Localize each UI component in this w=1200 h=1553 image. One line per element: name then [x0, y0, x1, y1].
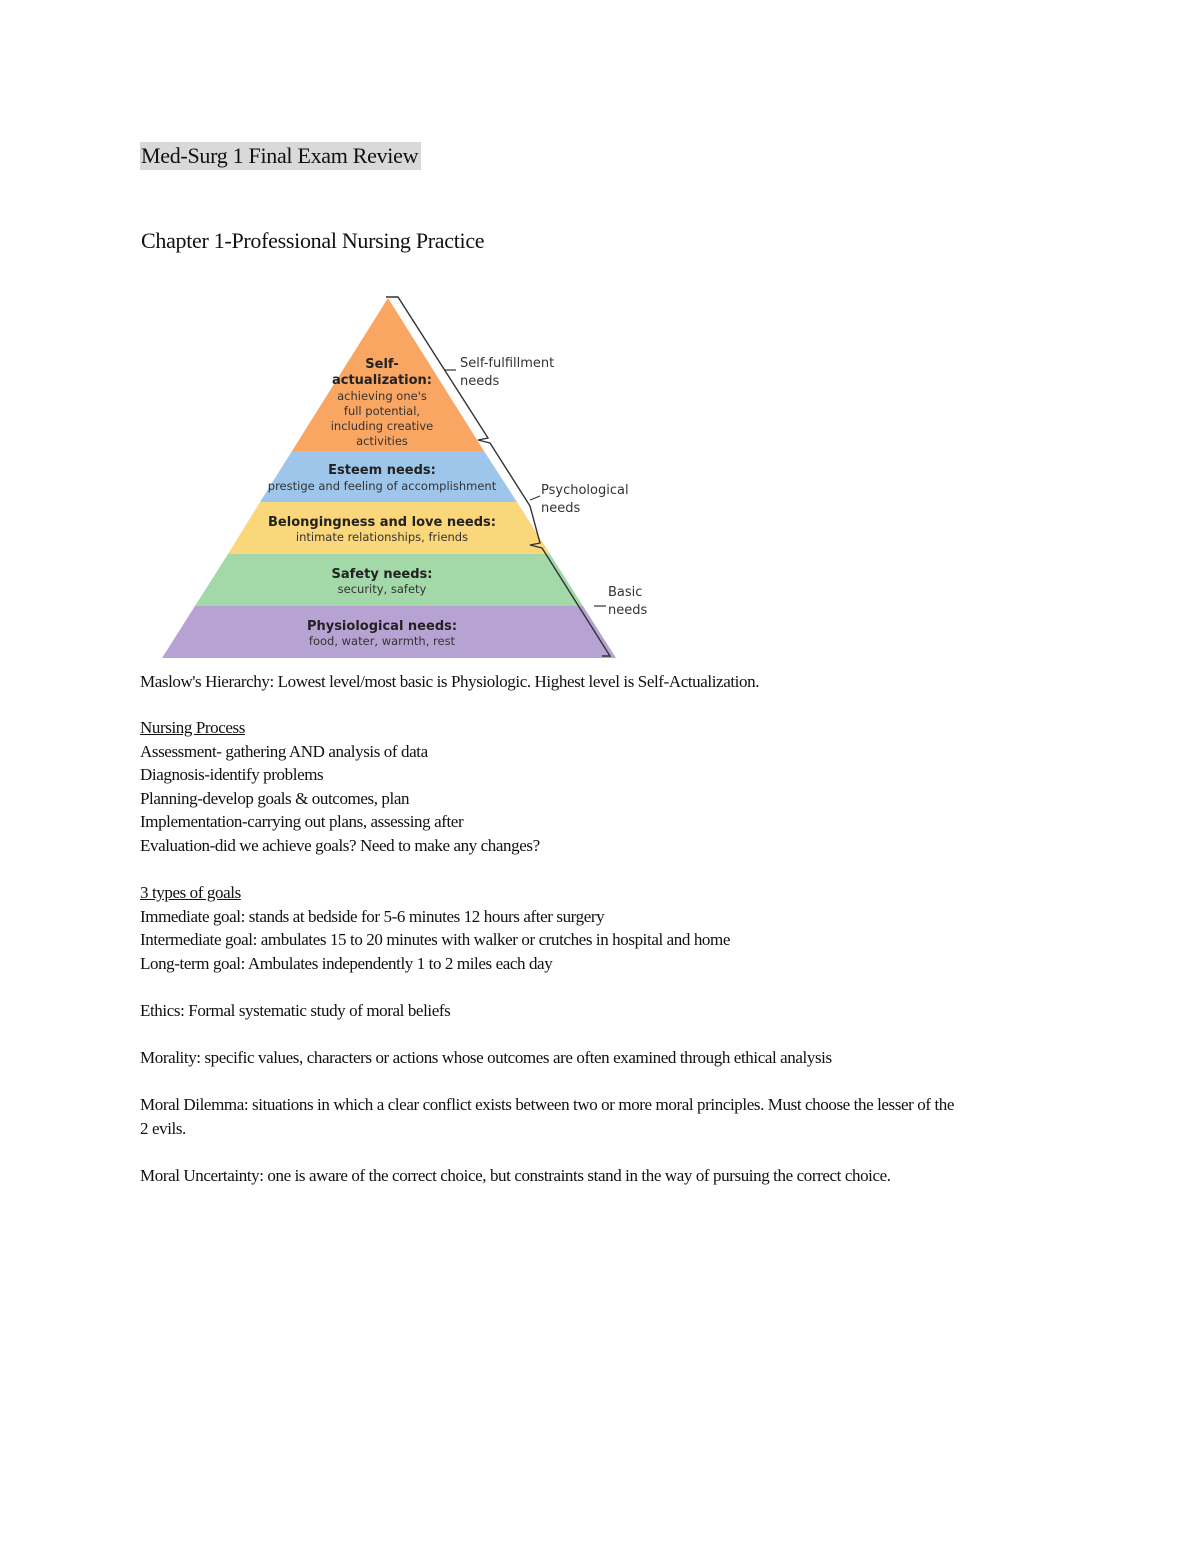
level-3-line-1: intimate relationships, friends — [295, 530, 469, 544]
ethics-text: Ethics: Formal systematic study of moral beliefs — [140, 1001, 451, 1020]
level-1-line-1: achieving one's — [337, 389, 427, 403]
ethics-definition — [140, 999, 450, 1023]
maslow-pyramid-svg — [140, 288, 660, 668]
bracket-label-3-line-1: Basic — [608, 585, 643, 600]
moral-dilemma-definition — [140, 1093, 954, 1140]
goal-item: Intermediate goal: ambulates 15 to 20 minutes with walker or crutches in hospital and home — [140, 930, 731, 950]
bracket-label-2-line-1: Psychological — [541, 483, 629, 498]
goals-section — [140, 881, 730, 975]
level-4-line-1: security, safety — [337, 582, 427, 596]
morality-text: Morality: specific values, characters or actions whose outcomes are often examined through ethical analysis — [140, 1048, 832, 1067]
nursing-process-item: Planning-develop goals & outcomes, plan — [140, 788, 410, 808]
morality-definition — [140, 1046, 832, 1070]
bracket-label-1-line-1: Self-fulfillment — [460, 356, 555, 371]
level-2-heading: Esteem needs: — [328, 463, 436, 478]
moral-dilemma-text-1: Moral Dilemma: situations in which a clear conflict exists between two or more moral principles. Must choose the lesser of the — [140, 1095, 955, 1114]
moral-dilemma-text-2: 2 evils. — [140, 1118, 186, 1138]
level-5-heading: Physiological needs: — [306, 619, 458, 634]
nursing-process-item: Evaluation-did we achieve goals? Need to make any changes? — [140, 835, 540, 855]
bracket-label-2-line-2: needs — [541, 501, 581, 516]
moral-uncertainty-definition — [140, 1164, 891, 1188]
chapter-heading: Chapter 1-Professional Nursing Practice — [141, 228, 485, 253]
goal-item: Immediate goal: stands at bedside for 5-6 minutes 12 hours after surgery — [140, 906, 605, 926]
maslow-note — [140, 670, 759, 694]
level-1-heading: Self- — [365, 357, 399, 372]
document-title: Med-Surg 1 Final Exam Review — [140, 142, 421, 170]
nursing-process-section — [140, 716, 540, 858]
nursing-process-item: Assessment- gathering AND analysis of data — [140, 741, 428, 761]
level-5-line-1: food, water, warmth, rest — [308, 634, 456, 648]
level-3-heading: Belongingness and love needs: — [268, 515, 496, 530]
moral-uncertainty-text: Moral Uncertainty: one is aware of the correct choice, but constraints stand in the way of pursuing the correct choice. — [140, 1166, 891, 1185]
maslow-note-text: Maslow's Hierarchy: Lowest level/most basic is Physiologic. Highest level is Self-Actualization. — [140, 672, 760, 691]
level-4-heading: Safety needs: — [331, 567, 433, 582]
nursing-process-item: Implementation-carrying out plans, assessing after — [140, 812, 464, 832]
level-1-line-3: including creative — [330, 419, 434, 433]
bracket-label-3-line-2: needs — [608, 603, 648, 618]
level-1-line-4: activities — [356, 434, 408, 448]
level-1-line-2: full potential, — [343, 404, 421, 418]
bracket-label-1-line-2: needs — [460, 374, 500, 389]
bracket-tick-psychological — [530, 496, 540, 500]
nursing-process-heading: Nursing Process — [140, 718, 245, 737]
nursing-process-item: Diagnosis-identify problems — [140, 765, 324, 785]
goals-heading: 3 types of goals — [140, 883, 241, 902]
level-1-heading-2: actualization: — [331, 373, 433, 388]
goal-item: Long-term goal: Ambulates independently 1 to 2 miles each day — [140, 953, 553, 973]
maslow-pyramid-figure — [140, 288, 660, 668]
level-2-line-1: prestige and feeling of accomplishment — [267, 479, 497, 493]
